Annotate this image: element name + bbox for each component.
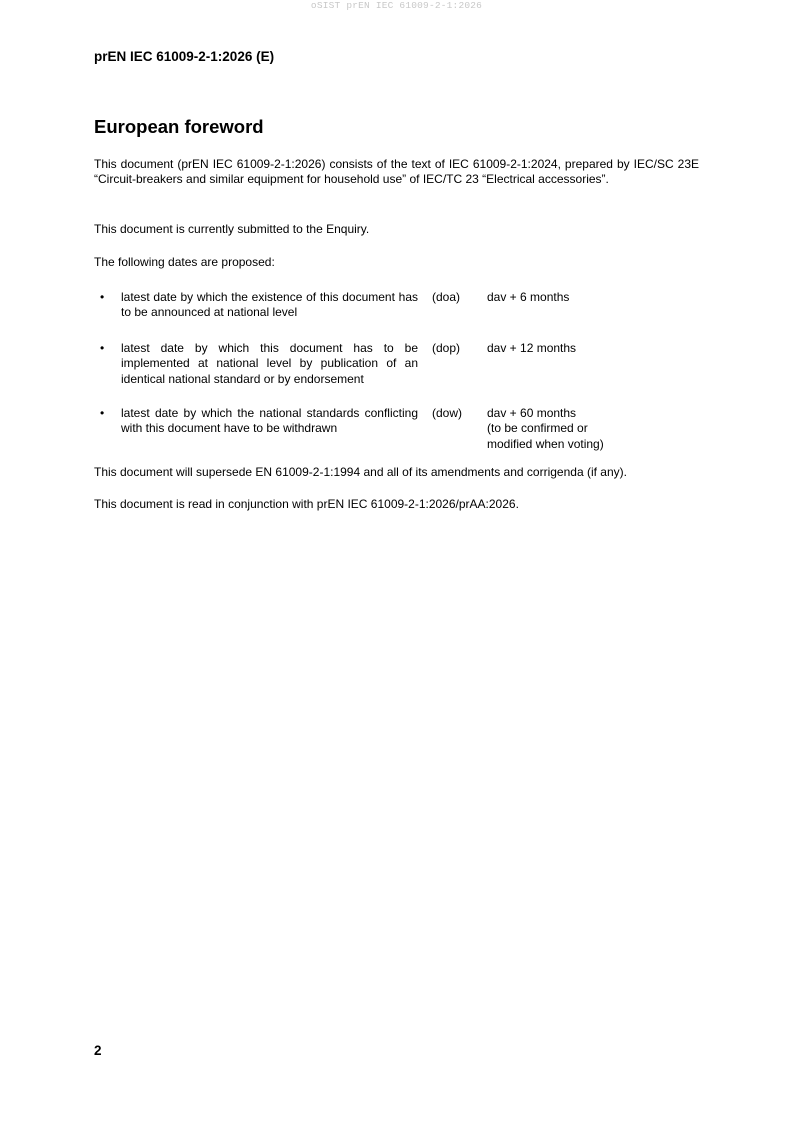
- bullet-marker: •: [100, 340, 105, 355]
- date-item-dow: [94, 406, 699, 451]
- intro-paragraph: This document (prEN IEC 61009-2-1:2026) consists of the text of IEC 61009-2-1:2024, prepared by IEC/SC 23E “Circuit-breakers and similar equipment for household use” of IEC/TC 23 “Electrical accessories”.: [94, 157, 699, 187]
- date-item-doa: [94, 290, 699, 321]
- enquiry-paragraph: This document is currently submitted to the Enquiry.: [94, 222, 370, 236]
- page-number: 2: [94, 1043, 102, 1058]
- conjunction-paragraph: This document is read in conjunction with prEN IEC 61009-2-1:2026/prAA:2026.: [94, 497, 519, 511]
- date-value-line: dav + 6 months: [487, 290, 570, 304]
- date-value-line: dav + 12 months: [487, 340, 577, 355]
- bullet-marker: •: [100, 290, 105, 304]
- date-description: latest date by which the national standards conflicting with this document have to be withdrawn: [121, 406, 418, 436]
- date-code: (doa): [432, 290, 461, 304]
- date-value-line: modified when voting): [487, 436, 604, 451]
- proposed-dates-list: [94, 290, 699, 451]
- date-value: [487, 341, 576, 356]
- date-value: [487, 290, 569, 305]
- document-identifier: prEN IEC 61009-2-1:2026 (E): [94, 49, 275, 64]
- date-value-line: (to be confirmed or: [487, 421, 588, 436]
- date-code: (dow): [432, 406, 463, 421]
- date-code: (dop): [432, 340, 461, 355]
- section-title: European foreword: [94, 116, 264, 137]
- dates-intro-paragraph: The following dates are proposed:: [94, 255, 275, 269]
- supersede-paragraph: This document will supersede EN 61009-2-1:1994 and all of its amendments and corrigenda (if any).: [94, 465, 627, 479]
- bullet-marker: •: [100, 406, 105, 421]
- date-value-line: dav + 60 months: [487, 406, 577, 421]
- watermark: oSIST prEN IEC 61009-2-1:2026: [310, 0, 483, 11]
- date-description: latest date by which the existence of this document has to be announced at national level: [121, 290, 418, 320]
- date-value: [487, 406, 604, 452]
- date-item-dop: [94, 341, 699, 387]
- date-description: latest date by which this document has to be implemented at national level by publication of an identical national standard or by endorsement: [121, 340, 418, 386]
